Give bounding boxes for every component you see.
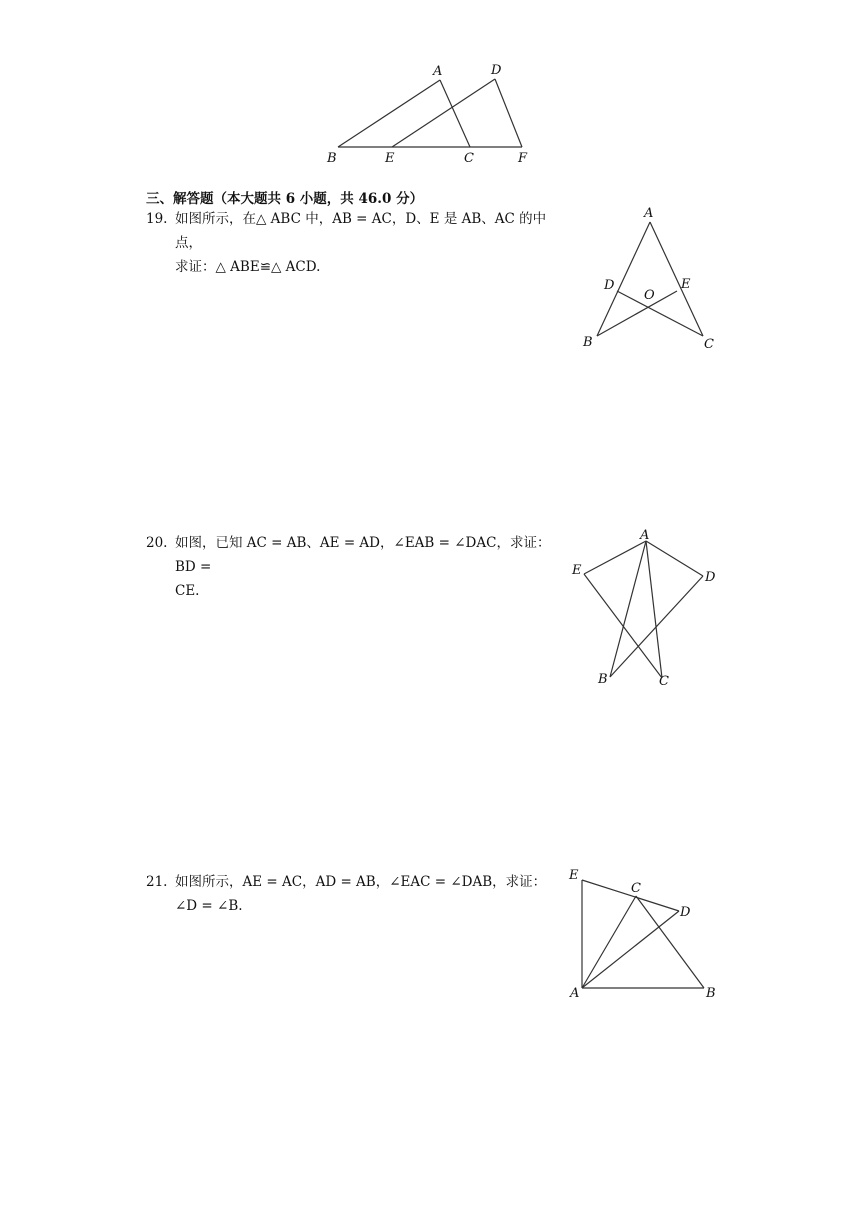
line-A-C xyxy=(582,896,636,988)
section-title: 三、解答题（本大题共 6 小题，共 46.0 分） xyxy=(146,191,424,207)
question-number: 19. xyxy=(146,211,168,227)
question-line-1: 如图所示，在△ ABC 中，AB = AC，D、E 是 AB、AC 的中点， xyxy=(175,211,547,251)
label-A: A xyxy=(640,528,650,543)
label-D: D xyxy=(705,570,716,585)
label-O: O xyxy=(644,288,655,303)
label-C: C xyxy=(659,674,669,689)
label-E: E xyxy=(681,277,691,292)
label-D: D xyxy=(604,278,615,293)
label-D: D xyxy=(680,905,691,920)
question-number: 20. xyxy=(146,535,168,551)
label-C: C xyxy=(464,151,474,166)
label-F: F xyxy=(518,151,528,166)
label-B: B xyxy=(598,672,608,687)
label-E: E xyxy=(385,151,395,166)
line-A-D xyxy=(582,911,679,988)
label-A: A xyxy=(644,206,654,221)
question-line-2: ∠D = ∠B. xyxy=(175,898,243,914)
line-C-B xyxy=(636,896,704,988)
question-line-2: CE. xyxy=(175,583,200,599)
label-A: A xyxy=(433,64,443,79)
label-E: E xyxy=(569,868,579,883)
label-C: C xyxy=(631,881,641,896)
label-C: C xyxy=(704,337,714,352)
question-number: 21. xyxy=(146,874,168,890)
label-B: B xyxy=(706,986,716,1001)
label-B: B xyxy=(327,151,337,166)
label-E: E xyxy=(572,563,582,578)
label-A: A xyxy=(570,986,580,1001)
question-line-1: 如图所示，AE = AC，AD = AB，∠EAC = ∠DAB，求证： xyxy=(175,874,547,890)
label-B: B xyxy=(583,335,593,350)
label-D: D xyxy=(491,63,502,78)
question-line-2: 求证：△ ABE≌△ ACD. xyxy=(175,259,321,275)
question-line-1: 如图，已知 AC = AB、AE = AD，∠EAB = ∠DAC，求证：BD = xyxy=(175,535,551,575)
